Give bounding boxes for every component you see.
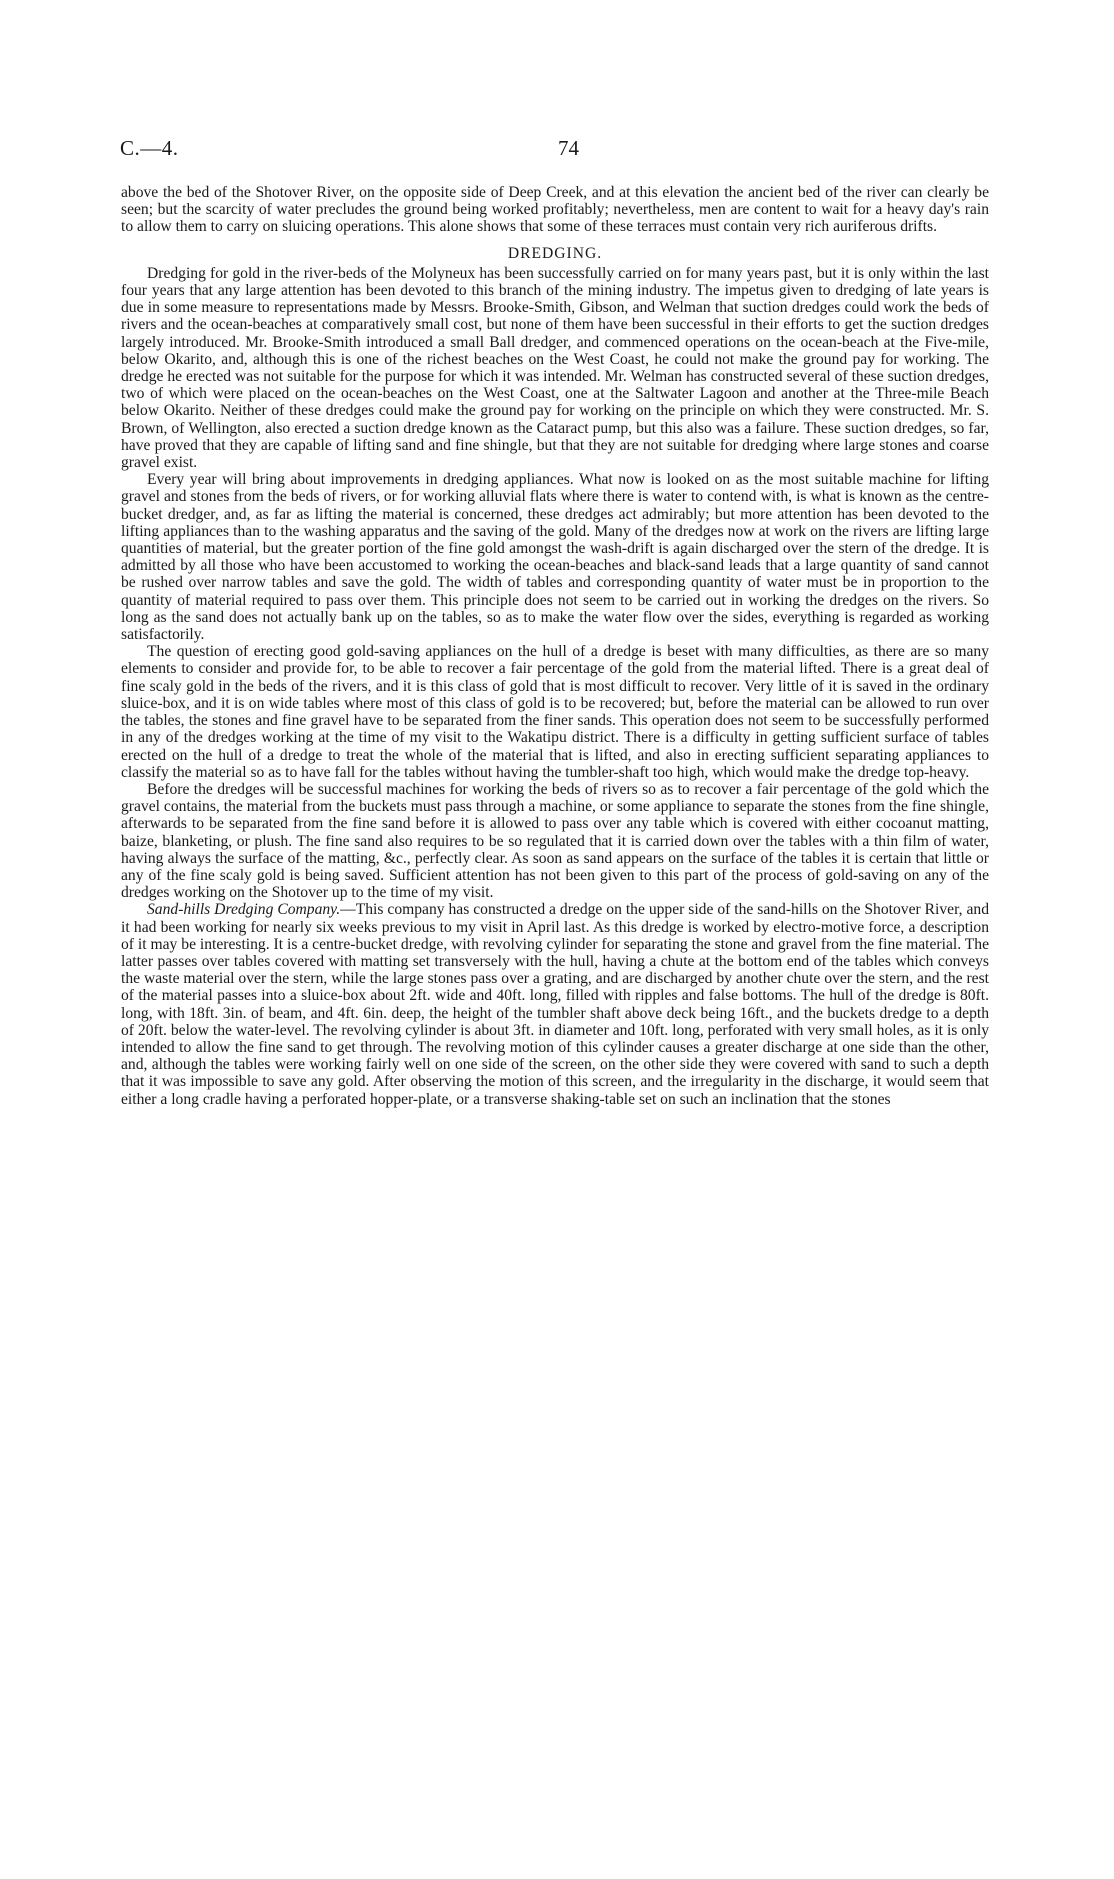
paragraph: Every year will bring about improvements in dredging appliances. What now is looked on as the most suitable machine for lifting gravel and stones from the beds of rivers, or for working alluvial flats where there is water to contend with, is what is known as the centre-bucket dredger, and, as far as lifting the material is concerned, these dredges act admirably; but more attention has been devoted to the lifting appliances than to the washing apparatus and the saving of the gold. Many of the dredges now at work on the rivers are lifting large quantities of material, but the greater portion of the fine gold amongst the wash-drift is again discharged over the stern of the dredge. It is admitted by all those who have been accustomed to working the ocean-beaches and black-sand leads that a large quantity of sand cannot be rushed over narrow tables and save the gold. The width of tables and corresponding quantity of water must be in proportion to the quantity of material required to pass over them. This principle does not seem to be carried out in working the dredges on the rivers. So long as the sand does not actually bank up on the tables, so as to make the water flow over the sides, everything is regarded as working satisfactorily.: [121, 471, 989, 644]
run-in-heading: Sand-hills Dredging Company.: [147, 901, 341, 919]
paragraph: Before the dredges will be successful machines for working the beds of rivers so as to recover a fair percentage of the gold which the gravel contains, the material from the buckets must pass through a machine, or some appliance to separate the stones from the fine shingle, afterwards to be separated from the fine sand before it is allowed to pass over any table which is covered with either cocoanut matting, baize, blanketing, or plush. The fine sand also requires to be so regulated that it is carried down over the tables with a thin film of water, having always the surface of the matting, &c., perfectly clear. As soon as sand appears on the surface of the tables it is certain that little or any of the fine scaly gold is being saved. Sufficient attention has not been given to this part of the process of gold-saving on any of the dredges working on the Shotover up to the time of my visit.: [121, 780, 989, 902]
body-text: [121, 184, 989, 1108]
paragraph: Dredging for gold in the river-beds of the Molyneux has been successfully carried on for many years past, but it is only within the last four years that any large attention has been devoted to this branch of the mining industry. The impetus given to dredging of late years is due in some measure to representations made by Messrs. Brooke-Smith, Gibson, and Welman that suction dredges could work the beds of rivers and the ocean-beaches at comparatively small cost, but none of them have been successful in their efforts to get the suction dredges largely introduced. Mr. Brooke-Smith introduced a small Ball dredger, and commenced operations on the ocean-beach at the Five-mile, below Okarito, and, although this is one of the richest beaches on the West Coast, he could not make the ground pay for working. The dredge he erected was not suitable for the purpose for which it was intended. Mr. Welman has constructed several of these suction dredges, two of which were placed on the ocean-beaches on the West Coast, one at the Saltwater Lagoon and another at the Three-mile Beach below Okarito. Neither of these dredges could make the ground pay for working on the principle on which they were constructed. Mr. S. Brown, of Wellington, also erected a suction dredge known as the Cataract pump, but this also was a failure. These suction dredges, so far, have proved that they are capable of lifting sand and fine shingle, but that they are not suitable for dredging where large stones and coarse gravel exist.: [121, 264, 989, 472]
section-heading: DREDGING.: [507, 244, 603, 262]
company-paragraph: [121, 901, 989, 1107]
paragraph: The question of erecting good gold-saving appliances on the hull of a dredge is beset with many difficulties, as there are so many elements to consider and provide for, to be able to recover a fair percentage of the gold from the material lifted. There is a great deal of fine scaly gold in the beds of the rivers, and it is this class of gold that is most difficult to recover. Very little of it is saved in the ordinary sluice-box, and it is on wide tables where most of this class of gold is to be recovered; but, before the material can be allowed to run over the tables, the stones and fine gravel have to be separated from the finer sands. This operation does not seem to be successfully performed in any of the dredges working at the time of my visit to the Wakatipu district. There is a difficulty in getting sufficient surface of tables erected on the hull of a dredge to treat the whole of the material that is lifted, and also in erecting sufficient separating appliances to classify the material so as to have fall for the tables without having the tumbler-shaft too high, which would make the dredge top-heavy.: [121, 643, 989, 781]
company-paragraph-text: —This company has constructed a dredge on the upper side of the sand-hills on the Shotover River, and it had been working for nearly six weeks previous to my visit in April last. As this dredge is worked by electro-motive force, a description of it may be interesting. It is a centre-bucket dredge, with revolving cylinder for separating the stone and gravel from the fine material. The latter passes over tables covered with matting set transversely with the hull, having a chute at the bottom end of the tables which conveys the waste material over the stern, while the large stones pass over a grating, and are discharged by another chute over the stern, and the rest of the material passes into a sluice-box about 2ft. wide and 40ft. long, filled with ripples and false bottoms. The hull of the dredge is 80ft. long, with 18ft. 3in. of beam, and 4ft. 6in. deep, the height of the tumbler shaft above deck being 16ft., and the buckets dredge to a depth of 20ft. below the water-level. The revolving cylinder is about 3ft. in diameter and 10ft. long, perforated with very small holes, as it is only intended to allow the fine sand to get through. The revolving motion of this cylinder causes a greater discharge at one side than the other, and, although the tables were working fairly well on one side of the screen, on the other side they were covered with sand to such a depth that it was impossible to save any gold. After observing the motion of this screen, and the irregularity in the discharge, it would seem that either a long cradle having a perforated hopper-plate, or a transverse shaking-table set on such an inclination that the stones: [121, 901, 990, 1108]
page-number: 74: [558, 136, 579, 160]
page-header: [120, 136, 990, 166]
intro-paragraph: above the bed of the Shotover River, on the opposite side of Deep Creek, and at this elevation the ancient bed of the river can clearly be seen; but the scarcity of water precludes the ground being worked profitably; nevertheless, men are content to wait for a heavy day's rain to allow them to carry on sluicing operations. This alone shows that some of these terraces must contain very rich auriferous drifts.: [121, 184, 989, 236]
document-reference: C.—4.: [120, 136, 179, 160]
